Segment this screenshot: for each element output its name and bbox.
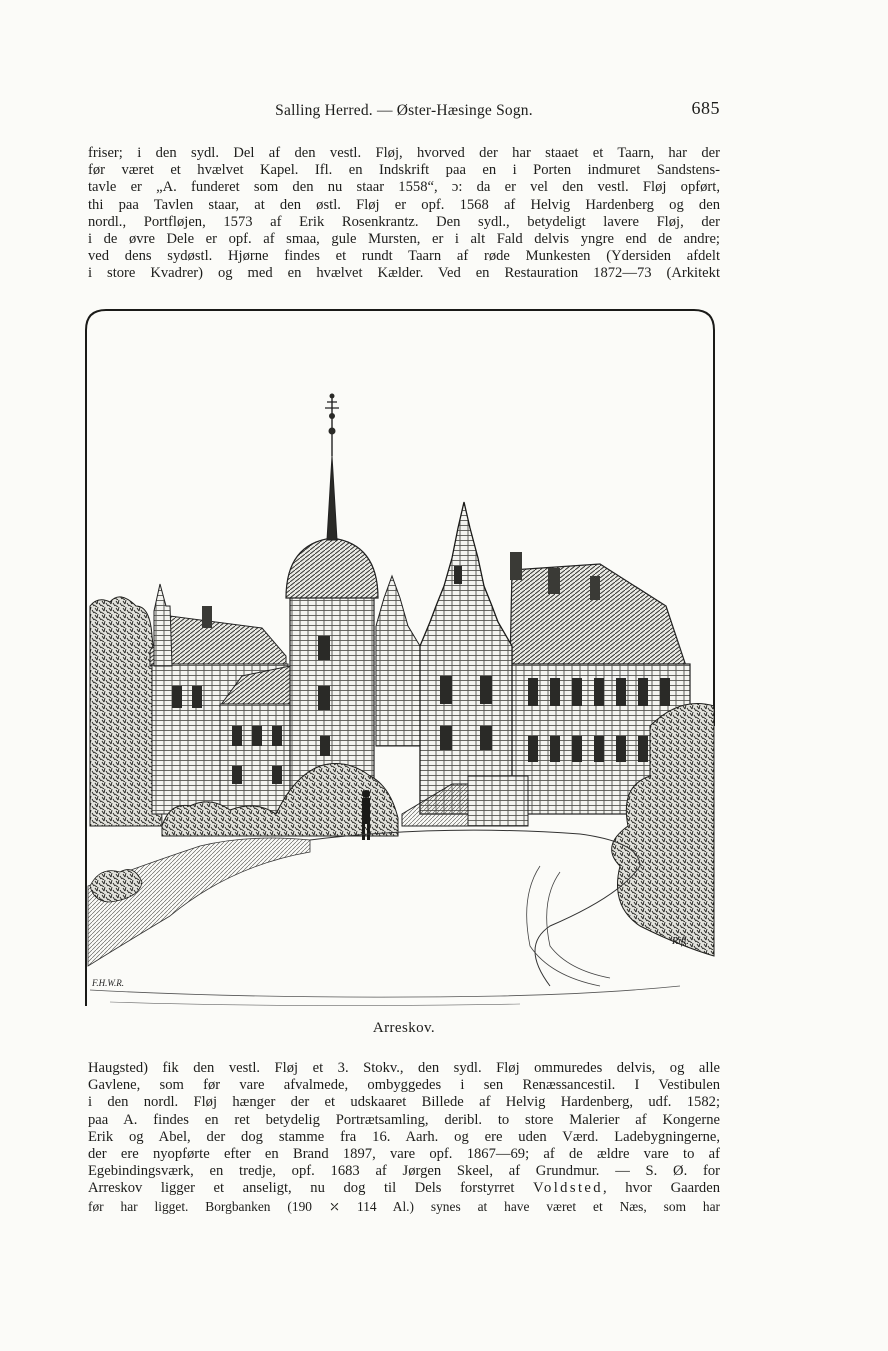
text-line: tavle er „A. funderet som den nu staar 1558“, ɔ: da er vel den vestl. Fløj opført, — [88, 179, 720, 196]
text-line: i de øvre Dele er opf. af smaa, gule Mursten, er i alt Fald delvis yngre end de andre; — [88, 230, 720, 247]
text-line: nordl., Portfløjen, 1573 af Erik Rosenkrantz. Den sydl., betydeligt lavere Fløj, der — [88, 213, 720, 230]
lawn-left — [88, 838, 310, 966]
central-gable — [376, 576, 420, 746]
text-line: Haugsted) fik den vestl. Fløj et 3. Stokv., den sydl. Fløj ommuredes delvis, og alle — [88, 1060, 720, 1076]
arreskov-illustration — [80, 306, 720, 1012]
page-header — [88, 96, 720, 126]
drive-curve — [310, 830, 640, 986]
text-line: i den nordl. Fløj hænger der et udskaaret Billede af Helvig Hardenberg, udf. 1582; — [88, 1094, 720, 1111]
spaced-term: Voldsted — [532, 1180, 603, 1197]
text-line: før været et hvælvet Kapel. Ifl. en Indskrift paa en i Porten indmuret Sandstens- — [88, 162, 720, 179]
tower-spire — [327, 456, 337, 540]
figure-caption: Arreskov. — [372, 1020, 436, 1036]
bottom-paragraph — [88, 1060, 720, 1215]
text-line: Gavlene, som før vare afvalmede, ombyggedes i sen Renæssancestil. I Vestibulen — [88, 1077, 720, 1094]
running-title: Salling Herred. — Øster-Hæsinge Sogn. — [275, 102, 533, 119]
text-line: der ere nyopførte efter en Brand 1897, vare opf. 1867—69; af de ældre vare to af — [88, 1145, 720, 1162]
text-line: Egebindingsværk, en tredje, opf. 1683 af Jørgen Skeel, af Grundmur. — S. Ø. for — [88, 1163, 720, 1180]
text-line — [88, 1180, 720, 1197]
artist-signature-right: Rifl. — [672, 936, 689, 947]
text-line: paa A. findes en ret betydelig Portrætsamling, deribl. to store Malerier af Kongerne — [88, 1111, 720, 1128]
artist-signature-left: F.H.W.R. — [92, 978, 125, 988]
text-fragment: , hvor Gaarden — [602, 1180, 720, 1197]
text-line: friser; i den sydl. Del af den vestl. Fløj, hvorved der har staaet et Taarn, har der — [88, 145, 720, 161]
left-gable — [154, 584, 172, 666]
tree-left — [90, 597, 162, 826]
front-gable — [420, 502, 512, 814]
text-line: ved dens sydøstl. Hjørne findes et rundt Taarn af røde Munkesten (Ydersiden afdelt — [88, 248, 720, 265]
top-paragraph — [88, 145, 720, 283]
text-line: før har ligget. Borgbanken (190 ⤫ 114 Al.) synes at have været et Næs, som har — [88, 1198, 720, 1214]
text-fragment: Arreskov ligger et anseligt, nu dog til Dels forstyrret — [88, 1180, 533, 1197]
text-line: i store Kvadrer) og med en hvælvet Kælder. Ved en Restauration 1872—73 (Arkitekt — [88, 265, 720, 282]
tower-dome — [286, 538, 378, 598]
text-line: Erik og Abel, der dog stamme fra 16. Aarh. og ere uden Værd. Ladebygningerne, — [88, 1128, 720, 1145]
page-number: 685 — [691, 98, 720, 118]
text-line: thi paa Tavlen staar, at den østl. Fløj er opf. 1568 af Helvig Hardenberg og den — [88, 196, 720, 213]
terrace-wall — [468, 776, 528, 826]
